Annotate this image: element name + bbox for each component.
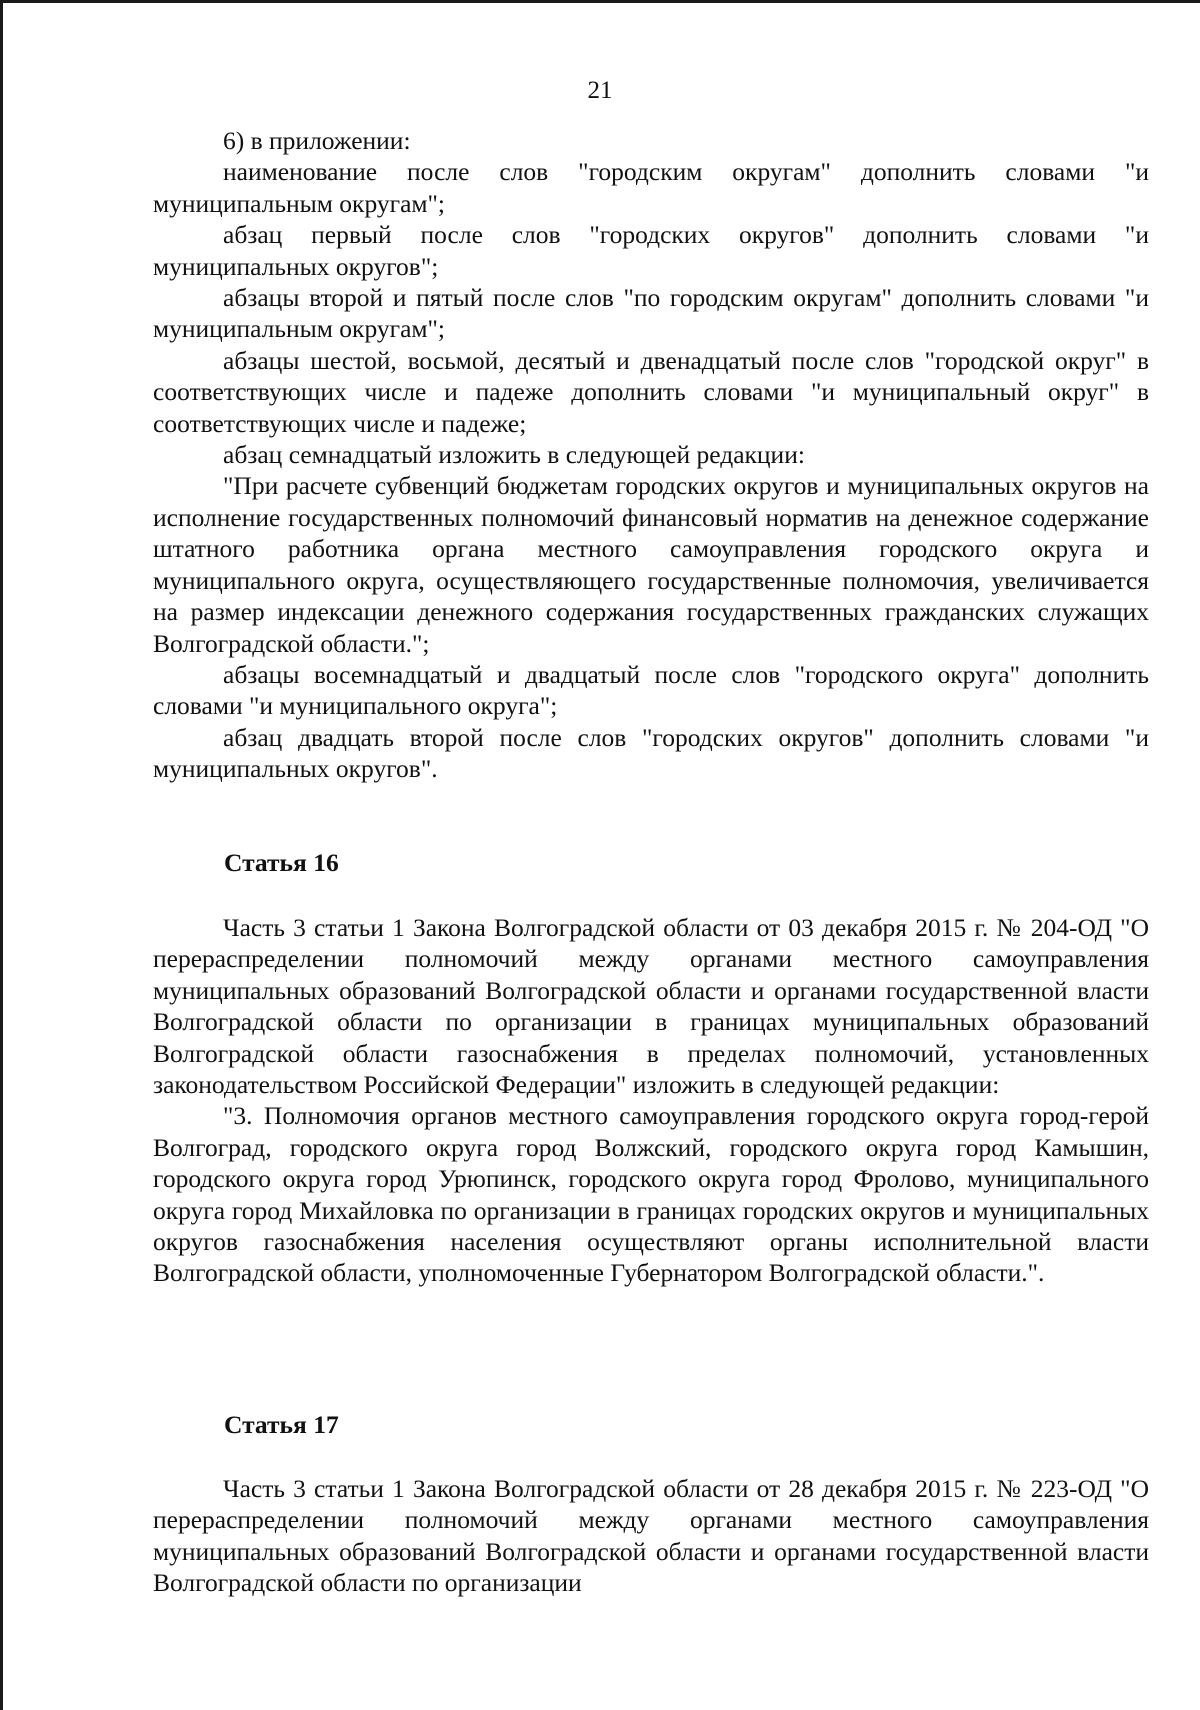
paragraph: абзац семнадцатый изложить в следующей редакции: bbox=[223, 440, 805, 470]
article-16-heading: Статья 16 bbox=[224, 848, 339, 877]
article-17-heading: Статья 17 bbox=[224, 1410, 339, 1439]
article-17-body bbox=[153, 1473, 1149, 1599]
paragraph: "При расчете субвенций бюджетам городских округов и муниципальных округов на исполнение государственных полномочий финансовый норматив на денежное содержание штатного работника органа местного самоуправления городского округа и муниципального округа, осуществляющего государственные полномочия, увеличивается на размер индексации денежного содержания государственных гражданских служащих Волгоградской области."; bbox=[153, 471, 1149, 658]
paragraph: абзац двадцать второй после слов "городских округов" дополнить словами "и муниципальных округов". bbox=[153, 722, 1149, 784]
amendment-list bbox=[153, 125, 1149, 785]
paragraph: абзац первый после слов "городских округов" дополнить словами "и муниципальных округов"; bbox=[153, 220, 1149, 281]
paragraph: Часть 3 статьи 1 Закона Волгоградской области от 28 декабря 2015 г. № 223-ОД "О перераспределении полномочий между органами местного самоуправления муниципальных образований Волгоградской области и органами государственной власти Волгоградской области по организации bbox=[153, 1474, 1149, 1598]
paragraph: абзацы шестой, восьмой, десятый и двенадцатый после слов "городской округ" в соответствующих числе и падеже дополнить словами "и муниципальный округ" в соответствующих числе и падеже; bbox=[153, 345, 1149, 438]
paragraph: наименование после слов "городским округам" дополнить словами "и муниципальным округам"; bbox=[153, 157, 1149, 218]
paragraph: абзацы второй и пятый после слов "по городским округам" дополнить словами "и муниципальным округам"; bbox=[153, 283, 1149, 344]
scan-edge-left bbox=[0, 0, 3, 1710]
page-number: 21 bbox=[587, 77, 613, 104]
paragraph: Часть 3 статьи 1 Закона Волгоградской области от 03 декабря 2015 г. № 204-ОД "О перераспределении полномочий между органами местного самоуправления муниципальных образований Волгоградской области и органами государственной власти Волгоградской области по организации в границах муниципальных образований Волгоградской области газоснабжения в пределах полномочий, установленных законодательством Российской Федерации" изложить в следующей редакции: bbox=[153, 913, 1149, 1100]
paragraph: абзацы восемнадцатый и двадцатый после слов "городского округа" дополнить словами "и муниципального округа"; bbox=[153, 659, 1149, 721]
paragraph: 6) в приложении: bbox=[223, 126, 411, 155]
paragraph: "3. Полномочия органов местного самоуправления городского округа город-герой Волгоград, городского округа город Волжский, городского округа город Камышин, городского округа город Урюпинск, городского округа город Фролово, муниципального округа город Михайловка по организации в границах городских округов и муниципальных округов газоснабжения населения осуществляют органы исполнительной власти Волгоградской области, уполномоченные Губернатором Волгоградской области.". bbox=[153, 1101, 1149, 1288]
article-16-body bbox=[153, 912, 1149, 1289]
scan-edge-top bbox=[0, 0, 1200, 3]
